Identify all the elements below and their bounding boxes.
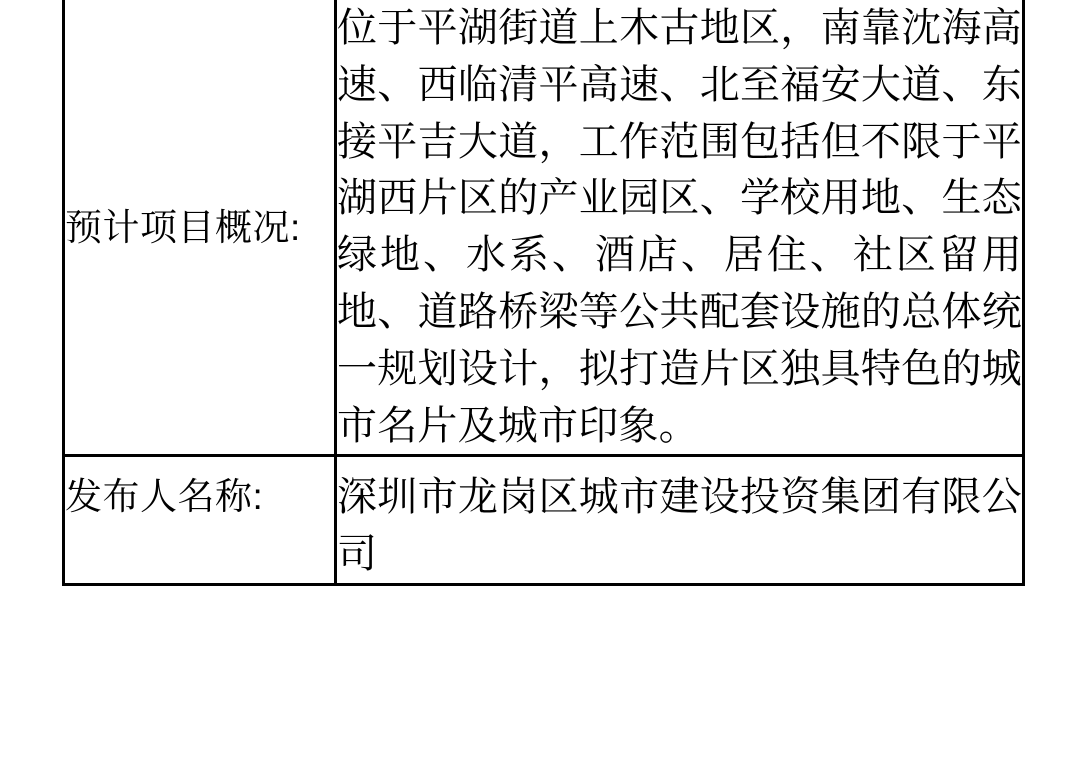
value-text: 位于平湖街道上木古地区，南靠沈海高速、西临清平高速、北至福安大道、东接平吉大道，工作范围包括但不限于平湖西片区的产业园区、学校用地、生态绿地、水系、酒店、居住、社区留用地、道路桥梁等公共配套设施的总体统一规划设计，拟打造片区独具特色的城市名片及城市印象。 (337, 6, 1022, 448)
row-label-publisher-name (64, 456, 336, 585)
table-row (64, 456, 1024, 585)
row-value-project-overview (336, 0, 1024, 456)
label-text: 发布人名称: (65, 476, 264, 518)
table-row (64, 0, 1024, 456)
row-value-publisher-name (336, 456, 1024, 585)
label-text: 预计项目概况: (65, 206, 301, 248)
row-label-project-overview (64, 0, 336, 456)
project-info-table (62, 0, 1025, 586)
value-text: 深圳市龙岗区城市建设投资集团有限公司 (337, 475, 1022, 577)
